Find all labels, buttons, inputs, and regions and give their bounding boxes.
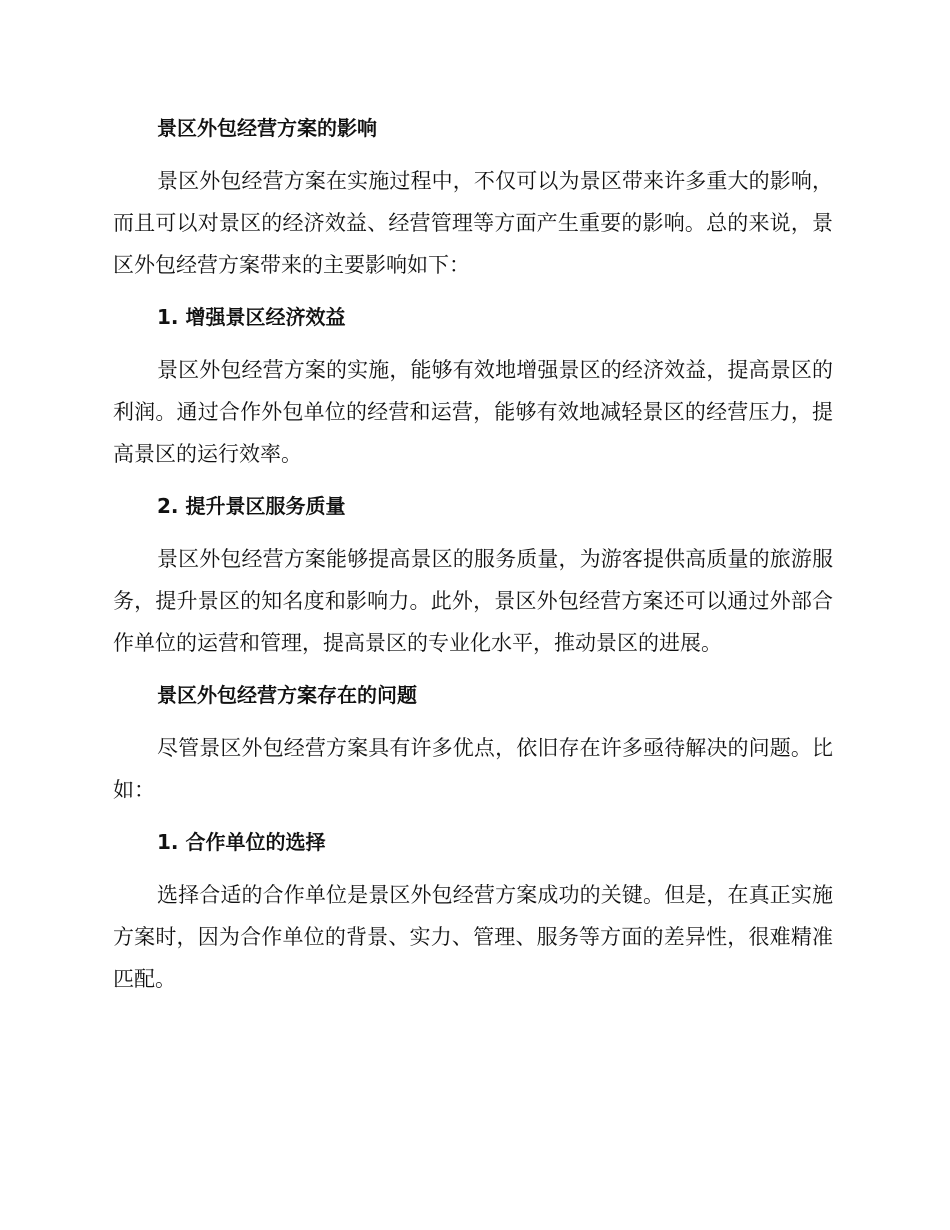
paragraph-problems-intro: 尽管景区外包经营方案具有许多优点，依旧存在许多亟待解决的问题。比如：	[113, 736, 833, 802]
section-heading-problems: 景区外包经营方案存在的问题	[157, 683, 417, 707]
paragraph-impact-intro: 景区外包经营方案在实施过程中，不仅可以为景区带来许多重大的影响，而且可以对景区的经济效益、经营管理等方面产生重要的影响。总的来说，景区外包经营方案带来的主要影响如下：	[113, 169, 833, 277]
section-heading-partner-selection: 1. 合作单位的选择	[157, 830, 326, 854]
document-page	[113, 108, 833, 1000]
paragraph-economic-benefit: 景区外包经营方案的实施，能够有效地增强景区的经济效益，提高景区的利润。通过合作外包单位的经营和运营，能够有效地减轻景区的经营压力，提高景区的运行效率。	[113, 358, 833, 466]
paragraph-partner-selection: 选择合适的合作单位是景区外包经营方案成功的关键。但是，在真正实施方案时，因为合作单位的背景、实力、管理、服务等方面的差异性，很难精准匹配。	[113, 883, 833, 991]
section-heading-economic-benefit: 1. 增强景区经济效益	[157, 305, 346, 329]
section-heading-service-quality: 2. 提升景区服务质量	[157, 494, 346, 518]
section-heading-impact: 景区外包经营方案的影响	[157, 116, 377, 140]
paragraph-service-quality: 景区外包经营方案能够提高景区的服务质量，为游客提供高质量的旅游服务，提升景区的知名度和影响力。此外，景区外包经营方案还可以通过外部合作单位的运营和管理，提高景区的专业化水平，推动景区的进展。	[113, 547, 833, 655]
